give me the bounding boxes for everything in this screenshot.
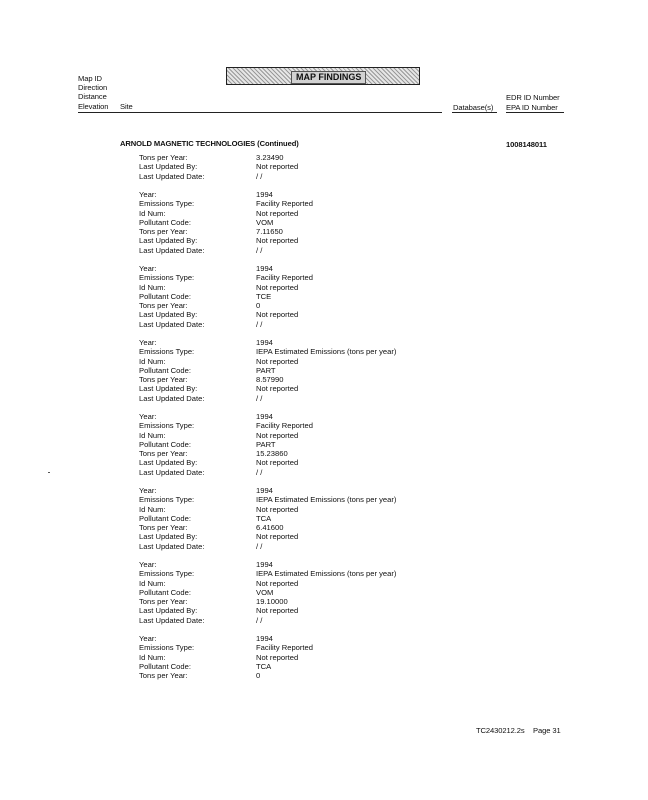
header-distance-label: Distance: [78, 92, 107, 101]
field-value: 1994: [256, 338, 273, 347]
field-label: Tons per Year:: [139, 671, 188, 680]
field-value: VOM: [256, 217, 274, 227]
record-row: [139, 162, 439, 171]
field-label: Id Num:: [139, 356, 166, 366]
field-label: Year:: [139, 264, 157, 273]
record-row: [139, 486, 439, 495]
field-value: Not reported: [256, 356, 299, 366]
field-value: IEPA Estimated Emissions (tons per year): [256, 569, 397, 579]
field-label: Emissions Type:: [139, 421, 195, 431]
record-row: [139, 606, 439, 615]
field-label: Id Num:: [139, 504, 166, 514]
field-value: / /: [256, 467, 263, 477]
field-label: Last Updated Date:: [139, 245, 205, 255]
field-label: Tons per Year:: [139, 523, 188, 532]
field-label: Last Updated By:: [139, 236, 198, 246]
field-value: Not reported: [256, 504, 299, 514]
field-label: Id Num:: [139, 430, 166, 440]
site-name-text: ARNOLD MAGNETIC TECHNOLOGIES: [120, 139, 256, 148]
record-row: [139, 338, 439, 347]
record-row: [139, 347, 439, 356]
record-row: [139, 153, 439, 162]
record-row: [139, 172, 439, 181]
record-row: [139, 236, 439, 245]
field-label: Tons per Year:: [139, 153, 188, 162]
field-value: 6.41600: [256, 523, 284, 532]
record-row: [139, 634, 439, 643]
field-label: Pollutant Code:: [139, 365, 191, 375]
field-value: 7.11650: [256, 227, 283, 236]
record-row: [139, 616, 439, 625]
record-block: [139, 264, 439, 329]
record-row: [139, 560, 439, 569]
field-label: Id Num:: [139, 578, 166, 588]
record-row: [139, 643, 439, 652]
record-row: [139, 588, 439, 597]
field-label: Emissions Type:: [139, 347, 195, 357]
record-block: [139, 634, 439, 680]
field-value: Not reported: [256, 652, 299, 662]
field-label: Year:: [139, 560, 157, 569]
field-label: Year:: [139, 412, 157, 421]
field-value: 1994: [256, 560, 273, 569]
field-value: Not reported: [256, 578, 299, 588]
field-label: Year:: [139, 634, 157, 643]
field-value: 0: [256, 671, 261, 680]
field-label: Last Updated By:: [139, 384, 198, 394]
record-row: [139, 310, 439, 319]
field-label: Pollutant Code:: [139, 439, 191, 449]
header-rule-left: [78, 112, 442, 113]
field-value: / /: [256, 393, 263, 403]
field-label: Last Updated By:: [139, 458, 198, 468]
header-databases-label: Database(s): [453, 103, 494, 112]
record-row: [139, 662, 439, 671]
record-row: [139, 505, 439, 514]
header-map-id-label: Map ID: [78, 74, 102, 83]
record-row: [139, 301, 439, 310]
record-row: [139, 653, 439, 662]
field-value: VOM: [256, 587, 274, 597]
header-direction-label: Direction: [78, 83, 108, 92]
field-value: TCA: [256, 513, 272, 523]
field-value: Not reported: [256, 282, 299, 292]
field-value: / /: [256, 615, 263, 625]
record-row: [139, 273, 439, 282]
field-label: Id Num:: [139, 282, 166, 292]
field-value: 15.23860: [256, 449, 288, 458]
field-value: 1994: [256, 634, 273, 643]
field-value: Not reported: [256, 606, 299, 616]
field-value: / /: [256, 541, 263, 551]
field-value: Not reported: [256, 458, 299, 468]
record-row: [139, 292, 439, 301]
field-label: Last Updated Date:: [139, 467, 205, 477]
site-name: [120, 139, 299, 148]
field-label: Last Updated Date:: [139, 171, 205, 181]
record-row: [139, 218, 439, 227]
field-label: Pollutant Code:: [139, 513, 191, 523]
record-block: [139, 560, 439, 625]
field-label: Pollutant Code:: [139, 661, 191, 671]
record-row: [139, 209, 439, 218]
field-value: 8.57990: [256, 375, 284, 384]
field-value: Not reported: [256, 384, 299, 394]
field-value: IEPA Estimated Emissions (tons per year): [256, 495, 397, 505]
site-edr-id: 1008148011: [506, 140, 547, 149]
field-value: TCA: [256, 661, 272, 671]
field-label: Emissions Type:: [139, 569, 195, 579]
record-row: [139, 375, 439, 384]
map-findings-banner: [226, 67, 420, 85]
record-row: [139, 227, 439, 236]
header-elevation-label: Elevation: [78, 102, 109, 111]
header-rule-right: [506, 112, 564, 113]
field-value: Facility Reported: [256, 199, 313, 209]
field-label: Last Updated By:: [139, 310, 198, 320]
field-label: Last Updated By:: [139, 606, 198, 616]
field-value: / /: [256, 171, 263, 181]
field-label: Pollutant Code:: [139, 217, 191, 227]
record-row: [139, 671, 439, 680]
field-label: Last Updated Date:: [139, 393, 205, 403]
record-row: [139, 532, 439, 541]
record-row: [139, 523, 439, 532]
field-label: Emissions Type:: [139, 273, 195, 283]
record-row: [139, 320, 439, 329]
field-value: 1994: [256, 190, 273, 199]
record-block: [139, 486, 439, 551]
field-value: 1994: [256, 486, 273, 495]
banner-title: MAP FINDINGS: [291, 71, 366, 84]
header-rule-databases: [452, 112, 497, 113]
record-block: [139, 153, 439, 181]
field-label: Last Updated By:: [139, 532, 198, 542]
record-row: [139, 514, 439, 523]
record-row: [139, 542, 439, 551]
record-row: [139, 579, 439, 588]
record-row: [139, 421, 439, 430]
record-block: [139, 412, 439, 477]
record-row: [139, 394, 439, 403]
record-row: [139, 199, 439, 208]
record-row: [139, 458, 439, 467]
field-value: 1994: [256, 264, 273, 273]
scan-speck: [48, 472, 50, 473]
field-label: Last Updated Date:: [139, 541, 205, 551]
record-row: [139, 495, 439, 504]
record-block: [139, 190, 439, 255]
field-label: Tons per Year:: [139, 227, 188, 236]
field-value: TCE: [256, 291, 272, 301]
record-row: [139, 597, 439, 606]
field-label: Year:: [139, 486, 157, 495]
field-label: Year:: [139, 338, 157, 347]
record-row: [139, 449, 439, 458]
field-label: Pollutant Code:: [139, 587, 191, 597]
record-row: [139, 569, 439, 578]
field-value: 1994: [256, 412, 273, 421]
field-value: Facility Reported: [256, 273, 313, 283]
field-value: PART: [256, 365, 276, 375]
record-row: [139, 468, 439, 477]
record-row: [139, 283, 439, 292]
field-label: Emissions Type:: [139, 495, 195, 505]
footer-doc-id: TC2430212.2s: [476, 726, 525, 735]
record-row: [139, 246, 439, 255]
field-label: Tons per Year:: [139, 375, 188, 384]
field-label: Last Updated By:: [139, 162, 198, 172]
footer-page-number: Page 31: [533, 726, 561, 735]
field-label: Id Num:: [139, 652, 166, 662]
field-value: Facility Reported: [256, 421, 313, 431]
field-label: Tons per Year:: [139, 449, 188, 458]
field-label: Emissions Type:: [139, 199, 195, 209]
site-continued: (Continued): [257, 139, 299, 148]
field-value: Facility Reported: [256, 643, 313, 653]
header-edr-id-label: EDR ID Number: [506, 93, 560, 102]
record-row: [139, 431, 439, 440]
field-value: Not reported: [256, 236, 299, 246]
record-row: [139, 366, 439, 375]
field-label: Tons per Year:: [139, 301, 188, 310]
field-value: / /: [256, 245, 263, 255]
field-value: Not reported: [256, 430, 299, 440]
header-site-label: Site: [120, 102, 133, 111]
record-row: [139, 384, 439, 393]
header-epa-id-label: EPA ID Number: [506, 103, 558, 112]
field-value: 0: [256, 301, 261, 310]
record-block: [139, 338, 439, 403]
field-label: Emissions Type:: [139, 643, 195, 653]
field-value: 3.23490: [256, 153, 284, 162]
record-row: [139, 264, 439, 273]
field-label: Last Updated Date:: [139, 319, 205, 329]
field-value: Not reported: [256, 532, 299, 542]
field-value: IEPA Estimated Emissions (tons per year): [256, 347, 397, 357]
field-label: Id Num:: [139, 208, 166, 218]
field-value: Not reported: [256, 162, 299, 172]
record-row: [139, 357, 439, 366]
field-value: PART: [256, 439, 276, 449]
field-label: Tons per Year:: [139, 597, 188, 606]
field-label: Last Updated Date:: [139, 615, 205, 625]
field-value: Not reported: [256, 310, 299, 320]
field-label: Pollutant Code:: [139, 291, 191, 301]
field-label: Year:: [139, 190, 157, 199]
record-row: [139, 440, 439, 449]
record-row: [139, 190, 439, 199]
record-row: [139, 412, 439, 421]
field-value: / /: [256, 319, 263, 329]
field-value: Not reported: [256, 208, 299, 218]
field-value: 19.10000: [256, 597, 288, 606]
